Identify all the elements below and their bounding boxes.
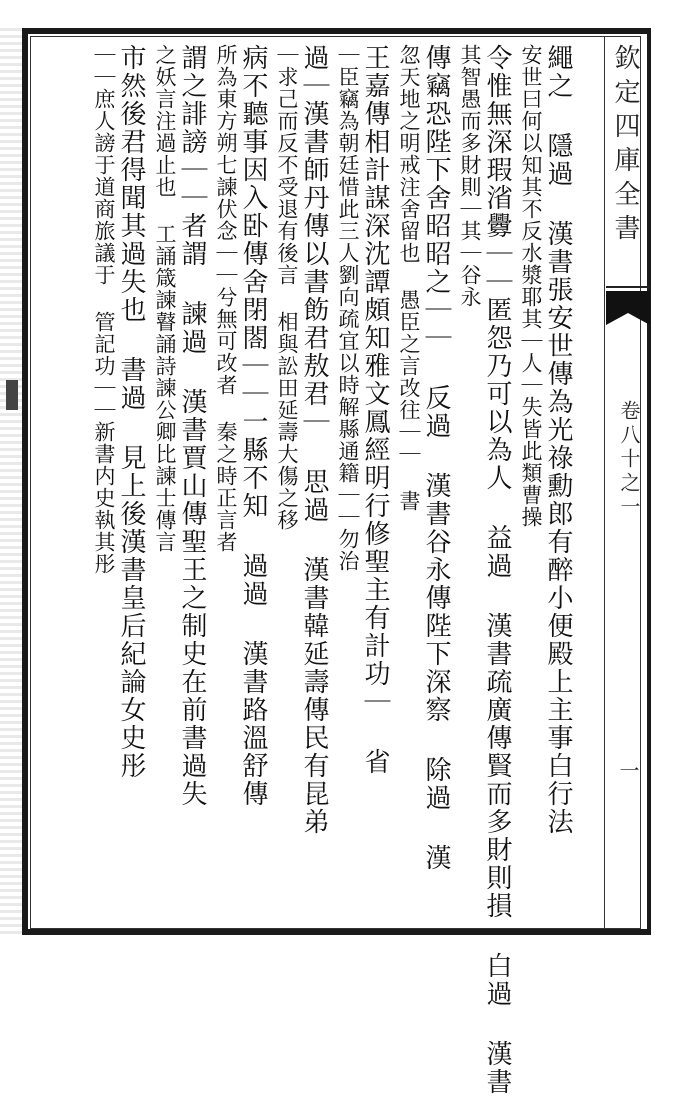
text-column-2: 安世曰何以知其不反水漿耶其｜人｜失皆此類曹操 (519, 44, 543, 528)
edge-mark (6, 380, 18, 410)
text-column-15: 市然後君得聞其過失也 書過 見上後漢書皇后紀論女史彤 (116, 44, 146, 780)
gutter-title: 欽定四庫全書 (610, 44, 640, 248)
text-column-13: 謂之誹謗｜｜者謂 諫過 漢書賈山傳聖王之制史在前書過失 (177, 44, 207, 808)
text-column-4: 其智愚而多財則｜其｜谷永 (458, 44, 482, 308)
text-column-8: ｜臣竊為朝廷惜此三人劉向疏宜以時解縣通籍｜｜勿治 (336, 44, 360, 572)
text-column-12: 所為東方朔七諫伏念｜｜兮無可改者 秦之時正言者 (214, 44, 238, 553)
volume-label: 卷八十之一 (617, 400, 641, 520)
text-column-11: 病不聽事因入卧傳舍閉閤｜｜一縣不知 過過 漢書路溫舒傳 (238, 44, 268, 808)
text-column-1: 繩之 隱過 漢書張安世傳為光祿勳郎有醉小便殿上主事白行法 (543, 44, 573, 836)
page-edge (0, 28, 22, 935)
text-column-7: 王嘉傳相計謀深沈譚頗知雅文鳳經明行修聖主有計功｜ 省 (360, 44, 390, 776)
text-column-10: ｜求己而反不受退有後言 相與訟田延壽大傷之移 (275, 44, 299, 531)
text-column-3: 令惟無深瑕渻釁｜｜匿怨乃可以為人 益過 漢書疏廣傳賢而多財則損 白過 漢書 (482, 44, 512, 1096)
fishtail-mark-icon (606, 285, 650, 331)
text-column-6: 忽天地之明戒注舍留也 愚臣之言改往｜｜ 書 (397, 44, 421, 512)
leaf-number: 一 (616, 760, 640, 780)
text-column-9: 過｜漢書師丹傳以書飭君敖君｜ 思過 漢書韓延壽傳民有昆弟 (299, 44, 329, 836)
text-column-16: ｜｜庶人謗于道商旅議于 管記功｜｜新書内史執其彤 (92, 44, 116, 575)
text-column-14: 之妖言注過止也 工誦箴諫瞽誦詩諫公卿比諫士傳言 (153, 44, 177, 553)
text-column-5: 傳竊恐陛下舍昭昭之｜｜ 反過 漢書谷永傳陛下深察 除過 漢 (421, 44, 451, 872)
